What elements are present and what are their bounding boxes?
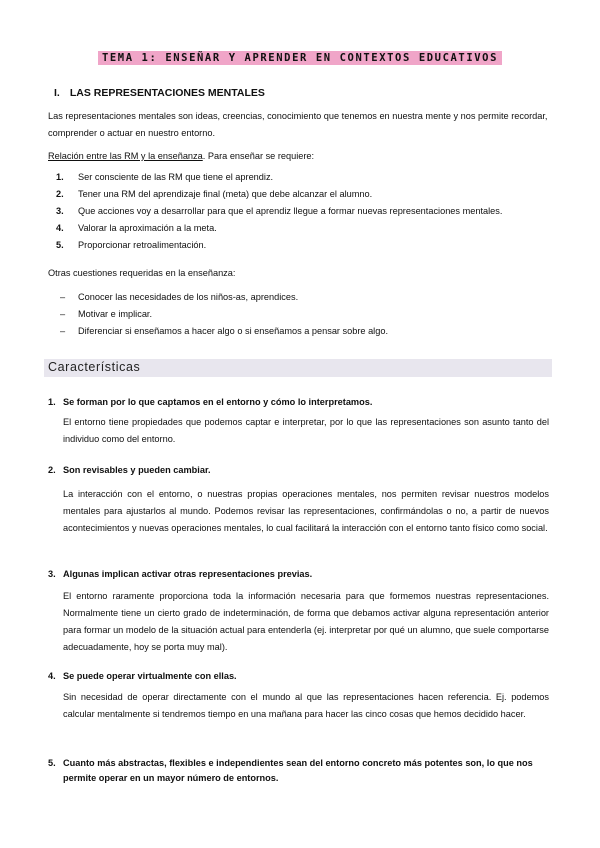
list-item [56,220,502,237]
list-item [60,306,388,323]
list-text: Diferenciar si enseñamos a hacer algo o si enseñamos a pensar sobre algo. [78,326,388,336]
list-text: Proporcionar retroalimentación. [78,240,207,250]
characteristic-body: La interacción con el entorno, o nuestras propias operaciones mentales, nos permiten revisar nuestros modelos mentales para ajustarlos al mundo. Podemos revisar las representaciones, confirmándolas o no, a partir de nuevos acontecimientos y nuevas operaciones mentales, lo cual facilitará la interacción con el entorno tanto físico como social. [63,489,549,533]
list-text: Valorar la aproximación a la meta. [78,223,217,233]
list-number: 3. [56,206,64,216]
characteristic-body: El entorno raramente proporciona toda la información necesaria para que formemos nuestras representaciones. Normalmente tiene un cierto grado de indeterminación, de forma que debamos activar alguna representación anterior para formar un modelo de la situación actual para entenderla (ej. interpretar por qué un alumno, que suele comportarse adecuadamente, hoy se porta muy mal). [63,591,549,652]
characteristic-heading [48,395,552,410]
characteristic-number: 2. [48,465,56,475]
list-item [56,186,502,203]
characteristic-heading [48,756,552,786]
list-text: Ser consciente de las RM que tiene el aprendiz. [78,172,274,182]
page-title: TEMA 1: ENSEÑAR Y APRENDER EN CONTEXTOS EDUCATIVOS [98,51,502,65]
list-item [60,289,388,306]
dash-list [60,289,388,340]
characteristic-body: Sin necesidad de operar directamente con el mundo al que las representaciones hacen referencia. Ej. podemos calcular mentalmente si tendremos tiempo en una mañana para hacer las cinco cosas que hemos decidido hacer. [63,692,549,719]
characteristic-title: Algunas implican activar otras representaciones previas. [63,569,313,579]
list-number: 2. [56,189,64,199]
list-text: Que acciones voy a desarrollar para que el aprendiz llegue a formar nuevas representaciones mentales. [78,206,503,216]
list-number: 4. [56,223,64,233]
list-item [60,323,388,340]
characteristic-title: Cuanto más abstractas, flexibles e independientes sean del entorno concreto más potentes son, lo que nos permite operar en un mayor número de entornos. [63,758,533,783]
requirements-list [56,169,502,254]
section-heading [54,87,265,99]
section-number: I. [54,87,60,99]
characteristic-heading [48,463,552,478]
intro-paragraph: Las representaciones mentales son ideas, creencias, conocimiento que tenemos en nuestra mente y nos permite recordar, comprender o actuar en nuestro entorno. [48,111,548,138]
characteristic-number: 1. [48,397,56,407]
characteristic-number: 3. [48,569,56,579]
list-item [56,237,502,254]
characteristic-title: Son revisables y pueden cambiar. [63,465,211,475]
characteristic-heading [48,567,552,582]
section-bar [44,359,552,377]
list-text: Motivar e implicar. [78,309,153,319]
list-number: 1. [56,172,64,182]
characteristic-heading [48,669,552,684]
list-number: 5. [56,240,64,250]
list-text: Tener una RM del aprendizaje final (meta) que debe alcanzar el alumno. [78,189,373,199]
characteristic-number: 4. [48,671,56,681]
dash-bullet: – [60,309,66,319]
section-heading-text: LAS REPRESENTACIONES MENTALES [69,87,265,99]
characteristic-number: 5. [48,758,56,768]
dash-bullet: – [60,292,66,302]
relation-line [48,148,314,165]
characteristic-body: El entorno tiene propiedades que podemos captar e interpretar, por lo que las representaciones son asunto tanto del individuo como del entorno. [63,417,549,444]
title-wrap [0,48,600,66]
list-text: Conocer las necesidades de los niños-as, aprendices. [78,292,299,302]
dash-bullet: – [60,326,66,336]
list-item [56,169,502,186]
characteristic-title: Se forman por lo que captamos en el entorno y cómo lo interpretamos. [63,397,373,407]
list-item [56,203,502,220]
characteristic-title: Se puede operar virtualmente con ellas. [63,671,237,681]
relation-rest: . Para enseñar se requiere: [202,151,315,161]
section-title: Características [48,360,141,374]
relation-underlined: Relación entre las RM y la enseñanza [48,151,203,161]
other-questions-line: Otras cuestiones requeridas en la enseñanza: [48,268,236,278]
